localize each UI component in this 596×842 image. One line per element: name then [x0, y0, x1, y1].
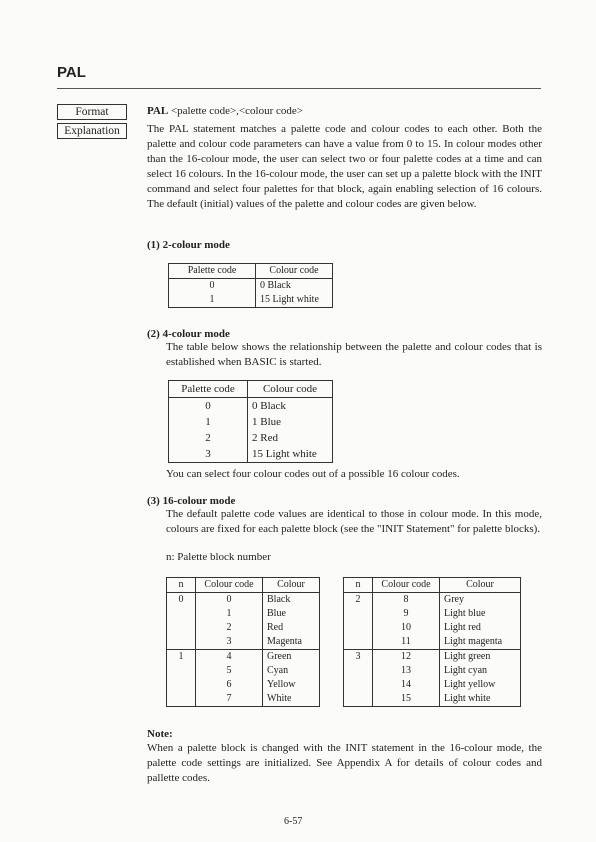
- code-cell: 3: [196, 635, 263, 650]
- code-cell: 1: [196, 607, 263, 621]
- palette-cell: 1: [169, 414, 248, 430]
- mode16-legend: n: Palette block number: [166, 551, 271, 563]
- code-cell: 6: [196, 678, 263, 692]
- block-cell: [167, 607, 196, 621]
- table-row: [344, 678, 521, 692]
- colour-cell: 15 Light white: [260, 294, 319, 305]
- header-colour: Colour: [263, 578, 320, 593]
- note-label: Note:: [147, 728, 173, 740]
- colour-cell: Cyan: [267, 665, 289, 676]
- table-row: [344, 635, 521, 650]
- palette-cell: 1: [169, 293, 256, 308]
- block-cell: [167, 692, 196, 707]
- palette-cell: 2: [169, 430, 248, 446]
- block-cell: 3: [344, 650, 373, 665]
- table-row: [167, 635, 320, 650]
- colour-cell: 15 Light white: [252, 448, 317, 460]
- block-cell: [344, 692, 373, 707]
- format-params: <palette code>,<colour code>: [170, 105, 303, 117]
- colour-cell: 0 Black: [252, 400, 286, 412]
- table-row: [167, 593, 320, 608]
- page-number: 6-57: [284, 816, 303, 827]
- code-cell: 12: [373, 650, 440, 665]
- header-colour-code: Colour code: [248, 381, 333, 398]
- table-row: [167, 664, 320, 678]
- colour-cell: Magenta: [267, 636, 302, 647]
- table-header-row: [169, 264, 333, 279]
- table-header-row: [344, 578, 521, 593]
- colour-cell: Grey: [444, 594, 464, 605]
- block-cell: [344, 621, 373, 635]
- note-text: When a palette block is changed with the INIT statement in the 16-colour mode, the palette code settings are initialized. See Appendix A for details of colour codes and pallette codes.: [147, 742, 542, 784]
- header-palette-code: Palette code: [169, 381, 248, 398]
- table-row: [169, 446, 333, 463]
- palette-cell: 3: [169, 446, 248, 463]
- table-row: [344, 664, 521, 678]
- explanation-label: Explanation: [57, 123, 127, 139]
- format-label: Format: [57, 104, 127, 120]
- code-cell: 4: [196, 650, 263, 665]
- table-row: [169, 430, 333, 446]
- palette-cell: 0: [169, 398, 248, 415]
- colour-cell: Green: [263, 650, 320, 665]
- colour-cell: Blue: [267, 608, 286, 619]
- mode16-heading: (3) 16-colour mode: [147, 495, 236, 507]
- table-row: [167, 678, 320, 692]
- colour-cell: Yellow: [267, 679, 296, 690]
- mode16-right-table: [343, 577, 521, 707]
- header-palette-code: Palette code: [169, 264, 256, 279]
- page-title: PAL: [57, 64, 86, 81]
- code-cell: 13: [373, 664, 440, 678]
- code-cell: 0: [196, 593, 263, 608]
- table-header-row: [169, 381, 333, 398]
- mode4-heading: (2) 4-colour mode: [147, 328, 230, 340]
- block-cell: [344, 664, 373, 678]
- mode2-table: [168, 263, 333, 308]
- code-cell: 10: [373, 621, 440, 635]
- code-cell: 8: [373, 593, 440, 608]
- code-cell: 9: [373, 607, 440, 621]
- colour-cell: Light cyan: [444, 665, 488, 676]
- header-colour: Colour: [440, 578, 521, 593]
- colour-cell: Black: [267, 594, 291, 605]
- header-colour-code: Colour code: [256, 264, 333, 279]
- block-cell: [344, 607, 373, 621]
- mode4-table: [168, 380, 333, 463]
- colour-cell: Light red: [444, 622, 481, 633]
- block-0: [167, 593, 320, 650]
- header-colour-code: Colour code: [196, 578, 263, 593]
- table-header-row: [167, 578, 320, 593]
- colour-cell: Red: [267, 622, 284, 633]
- table-row: [344, 692, 521, 707]
- colour-cell: Light blue: [444, 608, 486, 619]
- colour-cell: Light yellow: [444, 679, 496, 690]
- title-rule: [57, 88, 541, 89]
- table-row: [169, 414, 333, 430]
- table-row: [344, 607, 521, 621]
- header-n: n: [344, 578, 373, 593]
- header-colour-code: Colour code: [373, 578, 440, 593]
- block-3: [344, 650, 521, 707]
- colour-cell: Light green: [440, 650, 521, 665]
- block-cell: [344, 635, 373, 650]
- code-cell: 2: [196, 621, 263, 635]
- table-row: [167, 621, 320, 635]
- mode16-left-table: [166, 577, 320, 707]
- table-row: [167, 607, 320, 621]
- code-cell: 14: [373, 678, 440, 692]
- header-n: n: [167, 578, 196, 593]
- code-cell: 11: [373, 635, 440, 650]
- code-cell: 15: [373, 692, 440, 707]
- block-cell: [167, 621, 196, 635]
- table-row: [344, 621, 521, 635]
- mode16-intro: The default palette code values are identical to those in colour mode. In this mode, colours are fixed for each palette block (see the "INIT Statement" for palette blocks).: [166, 508, 542, 535]
- block-cell: 1: [167, 650, 196, 665]
- mode2-heading: (1) 2-colour mode: [147, 239, 230, 251]
- block-cell: 2: [344, 593, 373, 608]
- colour-cell: 1 Blue: [252, 416, 282, 428]
- table-row: [169, 293, 333, 308]
- block-cell: [167, 678, 196, 692]
- block-cell: 0: [167, 593, 196, 608]
- table-row: [169, 398, 333, 415]
- block-cell: [167, 635, 196, 650]
- block-cell: [167, 664, 196, 678]
- table-row: [344, 650, 521, 665]
- format-syntax: PAL <palette code>,<colour code>: [147, 105, 303, 117]
- table-row: [344, 593, 521, 608]
- mode4-intro: The table below shows the relationship between the palette and colour codes that is established when BASIC is started.: [166, 341, 542, 368]
- colour-cell: White: [267, 693, 292, 704]
- explanation-text: The PAL statement matches a palette code and colour codes to each other. Both the palette and colour code parameters can have a value from 0 to 15. In colour modes other than the 16-colour mode, the user can select two or four palette codes at a time and can select 16 colours. In the 16-colour mode, the user can set up a palette block with the INIT command and select four palettes for that block, again enabling selection of 16 colours. The default (initial) values of the palette and colour codes are given below.: [147, 123, 542, 210]
- block-2: [344, 593, 521, 650]
- colour-cell: 0 Black: [260, 280, 291, 291]
- code-cell: 5: [196, 664, 263, 678]
- table-row: [167, 650, 320, 665]
- colour-cell: Light white: [444, 693, 491, 704]
- code-cell: 7: [196, 692, 263, 707]
- table-row: [167, 692, 320, 707]
- palette-cell: 0: [169, 279, 256, 294]
- colour-cell: 2 Red: [252, 432, 278, 444]
- table-row: [169, 279, 333, 294]
- colour-cell: Light magenta: [444, 636, 503, 647]
- block-1: [167, 650, 320, 707]
- block-cell: [344, 678, 373, 692]
- mode4-after: You can select four colour codes out of a possible 16 colour codes.: [166, 468, 460, 480]
